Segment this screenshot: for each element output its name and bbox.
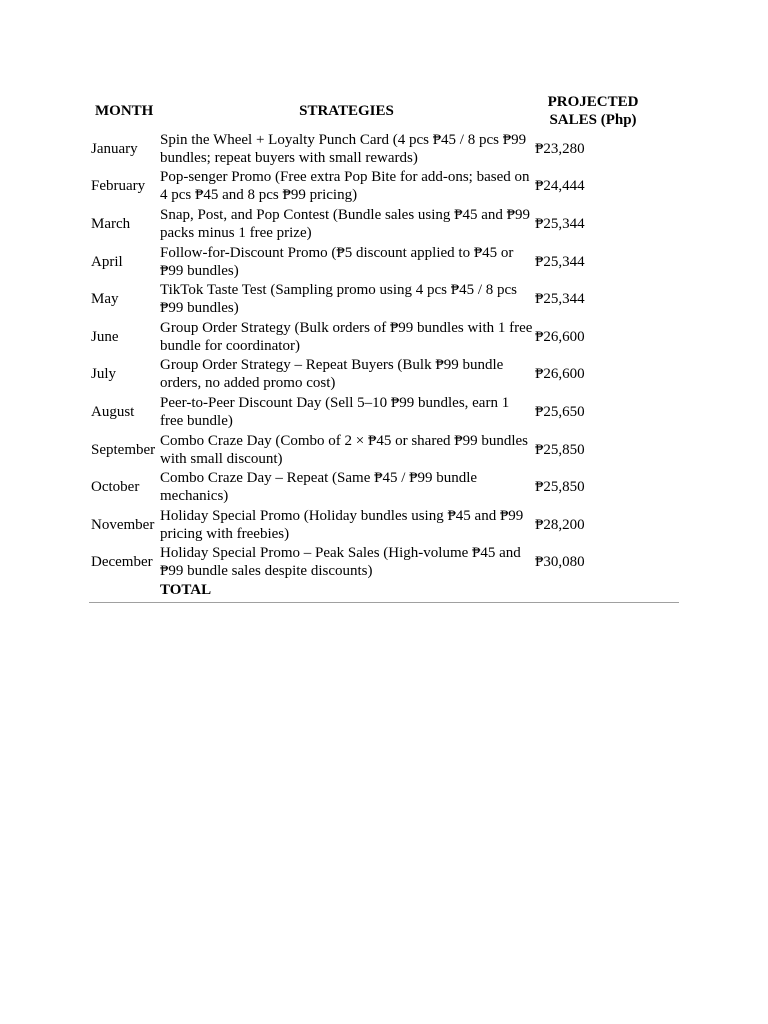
projected-sales-cell: ₱26,600 [535,328,585,345]
projected-sales-column-header [533,92,679,130]
month-cell: April [91,253,123,270]
table-row [89,356,679,394]
strategy-cell: TikTok Taste Test (Sampling promo using 4 pcs ₱45 / 8 pcs ₱99 bundles) [160,282,518,317]
month-cell: November [91,516,155,533]
projected-sales-cell: ₱25,344 [535,253,585,270]
projected-sales-cell: ₱30,080 [535,554,585,571]
table-row [89,431,679,469]
projected-sales-header-line2: SALES (Php) [549,112,637,128]
projected-sales-header-line1: PROJECTED [547,94,639,110]
strategy-cell: Combo Craze Day – Repeat (Same ₱45 / ₱99 bundle mechanics) [160,470,478,505]
projected-sales-cell: ₱25,344 [535,291,585,308]
projected-sales-cell: ₱25,650 [535,403,585,420]
table-row [89,544,679,582]
strategy-cell: Spin the Wheel + Loyalty Punch Card (4 pcs ₱45 / 8 pcs ₱99 bundles; repeat buyers with small rewards) [160,131,527,166]
projected-sales-cell: ₱23,280 [535,140,585,157]
projected-sales-cell: ₱28,200 [535,516,585,533]
month-cell: August [91,403,135,420]
month-cell: March [91,215,131,232]
projected-sales-cell: ₱24,444 [535,178,585,195]
month-cell: October [91,479,140,496]
table-row [89,468,679,506]
strategy-cell: Holiday Special Promo – Peak Sales (High-volume ₱45 and ₱99 bundle sales despite discounts) [160,545,521,580]
strategy-cell: Pop-senger Promo (Free extra Pop Bite for add-ons; based on 4 pcs ₱45 and 8 pcs ₱99 pricing) [160,169,530,204]
table-row [89,280,679,318]
table-header-row [89,92,679,130]
month-column-header: MONTH [95,103,154,119]
total-value-cell [533,581,679,603]
strategies-column-header: STRATEGIES [299,103,394,119]
strategy-cell: Peer-to-Peer Discount Day (Sell 5–10 ₱99 bundles, earn 1 free bundle) [160,394,510,429]
projected-sales-cell: ₱25,850 [535,479,585,496]
strategy-cell: Group Order Strategy (Bulk orders of ₱99 bundles with 1 free bundle for coordinator) [160,319,533,354]
month-cell: December [91,554,153,571]
month-cell: June [91,328,119,345]
month-cell: July [91,366,117,383]
table-row [89,205,679,243]
projected-sales-cell: ₱25,344 [535,215,585,232]
total-empty-cell [89,581,158,603]
projected-sales-cell: ₱26,600 [535,366,585,383]
table-row [89,243,679,281]
projected-sales-cell: ₱25,850 [535,441,585,458]
table-row [89,168,679,206]
strategy-cell: Combo Craze Day (Combo of 2 × ₱45 or shared ₱99 bundles with small discount) [160,432,528,467]
sales-strategy-table [89,92,679,603]
strategy-cell: Follow-for-Discount Promo (₱5 discount applied to ₱45 or ₱99 bundles) [160,244,514,279]
table-row [89,506,679,544]
total-row [89,581,679,603]
strategy-cell: Holiday Special Promo (Holiday bundles using ₱45 and ₱99 pricing with freebies) [160,507,524,542]
table-row [89,393,679,431]
month-cell: September [91,441,156,458]
month-cell: May [91,291,119,308]
month-cell: February [91,178,146,195]
table-row [89,318,679,356]
strategy-cell: Snap, Post, and Pop Contest (Bundle sales using ₱45 and ₱99 packs minus 1 free prize) [160,206,531,241]
table-row [89,130,679,168]
total-label: TOTAL [158,581,533,603]
month-cell: January [91,140,138,157]
strategy-cell: Group Order Strategy – Repeat Buyers (Bulk ₱99 bundle orders, no added promo cost) [160,357,504,392]
